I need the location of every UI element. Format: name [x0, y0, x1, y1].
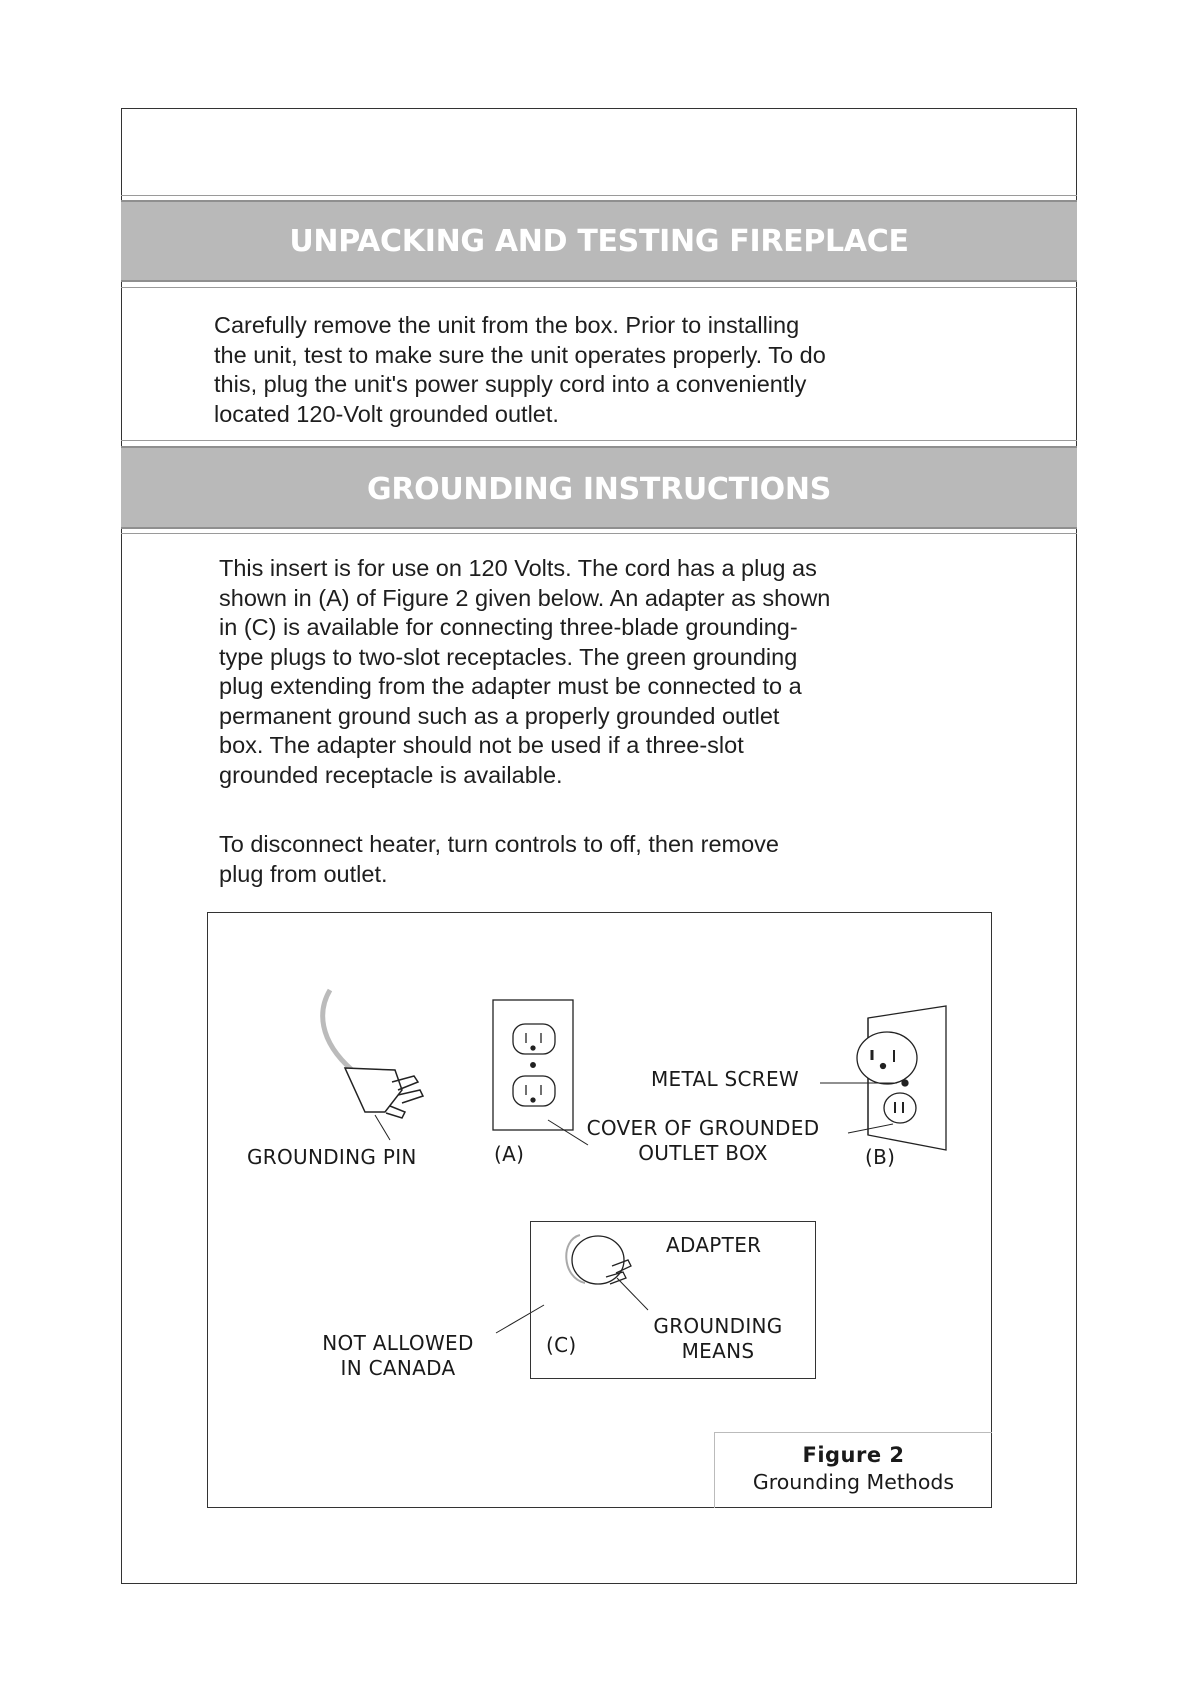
text-line: in (C) is available for connecting three-blade grounding-: [219, 614, 798, 640]
text-line: located 120-Volt grounded outlet.: [214, 400, 559, 427]
label-line: NOT ALLOWED: [322, 1331, 474, 1355]
text-line: grounded receptacle is available.: [219, 761, 563, 788]
label-not-allowed-in-canada: [310, 1331, 486, 1380]
label-adapter: ADAPTER: [666, 1233, 762, 1257]
label-a: (A): [494, 1142, 525, 1166]
text-line: type plugs to two-slot receptacles. The green grounding: [219, 643, 798, 670]
label-c: (C): [546, 1333, 577, 1357]
label-line: IN CANADA: [340, 1356, 456, 1380]
label-cover-of-grounded-outlet-box: [583, 1116, 823, 1165]
text-line: box. The adapter should not be used if a three-slot: [219, 732, 744, 758]
figure-title: Grounding Methods: [752, 1470, 955, 1494]
label-line: COVER OF GROUNDED: [586, 1116, 820, 1140]
text-line: plug extending from the adapter must be connected to a: [219, 673, 802, 699]
text-line: this, plug the unit's power supply cord into a conveniently: [214, 371, 807, 397]
label-line: GROUNDING: [653, 1314, 783, 1338]
label-line: OUTLET BOX: [638, 1141, 768, 1165]
label-metal-screw: METAL SCREW: [651, 1067, 800, 1091]
section-heading: GROUNDING INSTRUCTIONS: [367, 472, 831, 507]
text-line: plug from outlet.: [219, 860, 388, 887]
plug-icon: [323, 990, 423, 1118]
text-line: permanent ground such as a properly grounded outlet: [219, 702, 780, 729]
text-line: shown in (A) of Figure 2 given below. An adapter as shown: [219, 584, 831, 611]
label-grounding-means: [640, 1314, 796, 1363]
text-line: This insert is for use on 120 Volts. The cord has a plug as: [219, 555, 817, 581]
label-grounding-pin: GROUNDING PIN: [247, 1145, 417, 1169]
figure-caption: [714, 1432, 992, 1508]
text-line: Carefully remove the unit from the box. Prior to installing: [214, 312, 800, 338]
section-heading: UNPACKING AND TESTING FIREPLACE: [289, 224, 909, 259]
text-line: the unit, test to make sure the unit operates properly. To do: [214, 341, 826, 368]
text-line: To disconnect heater, turn controls to off, then remove: [219, 831, 779, 857]
outlet-cover-icon: [493, 1000, 573, 1130]
figure-number: Figure 2: [802, 1443, 905, 1467]
label-b: (B): [865, 1145, 896, 1169]
label-line: MEANS: [681, 1339, 755, 1363]
